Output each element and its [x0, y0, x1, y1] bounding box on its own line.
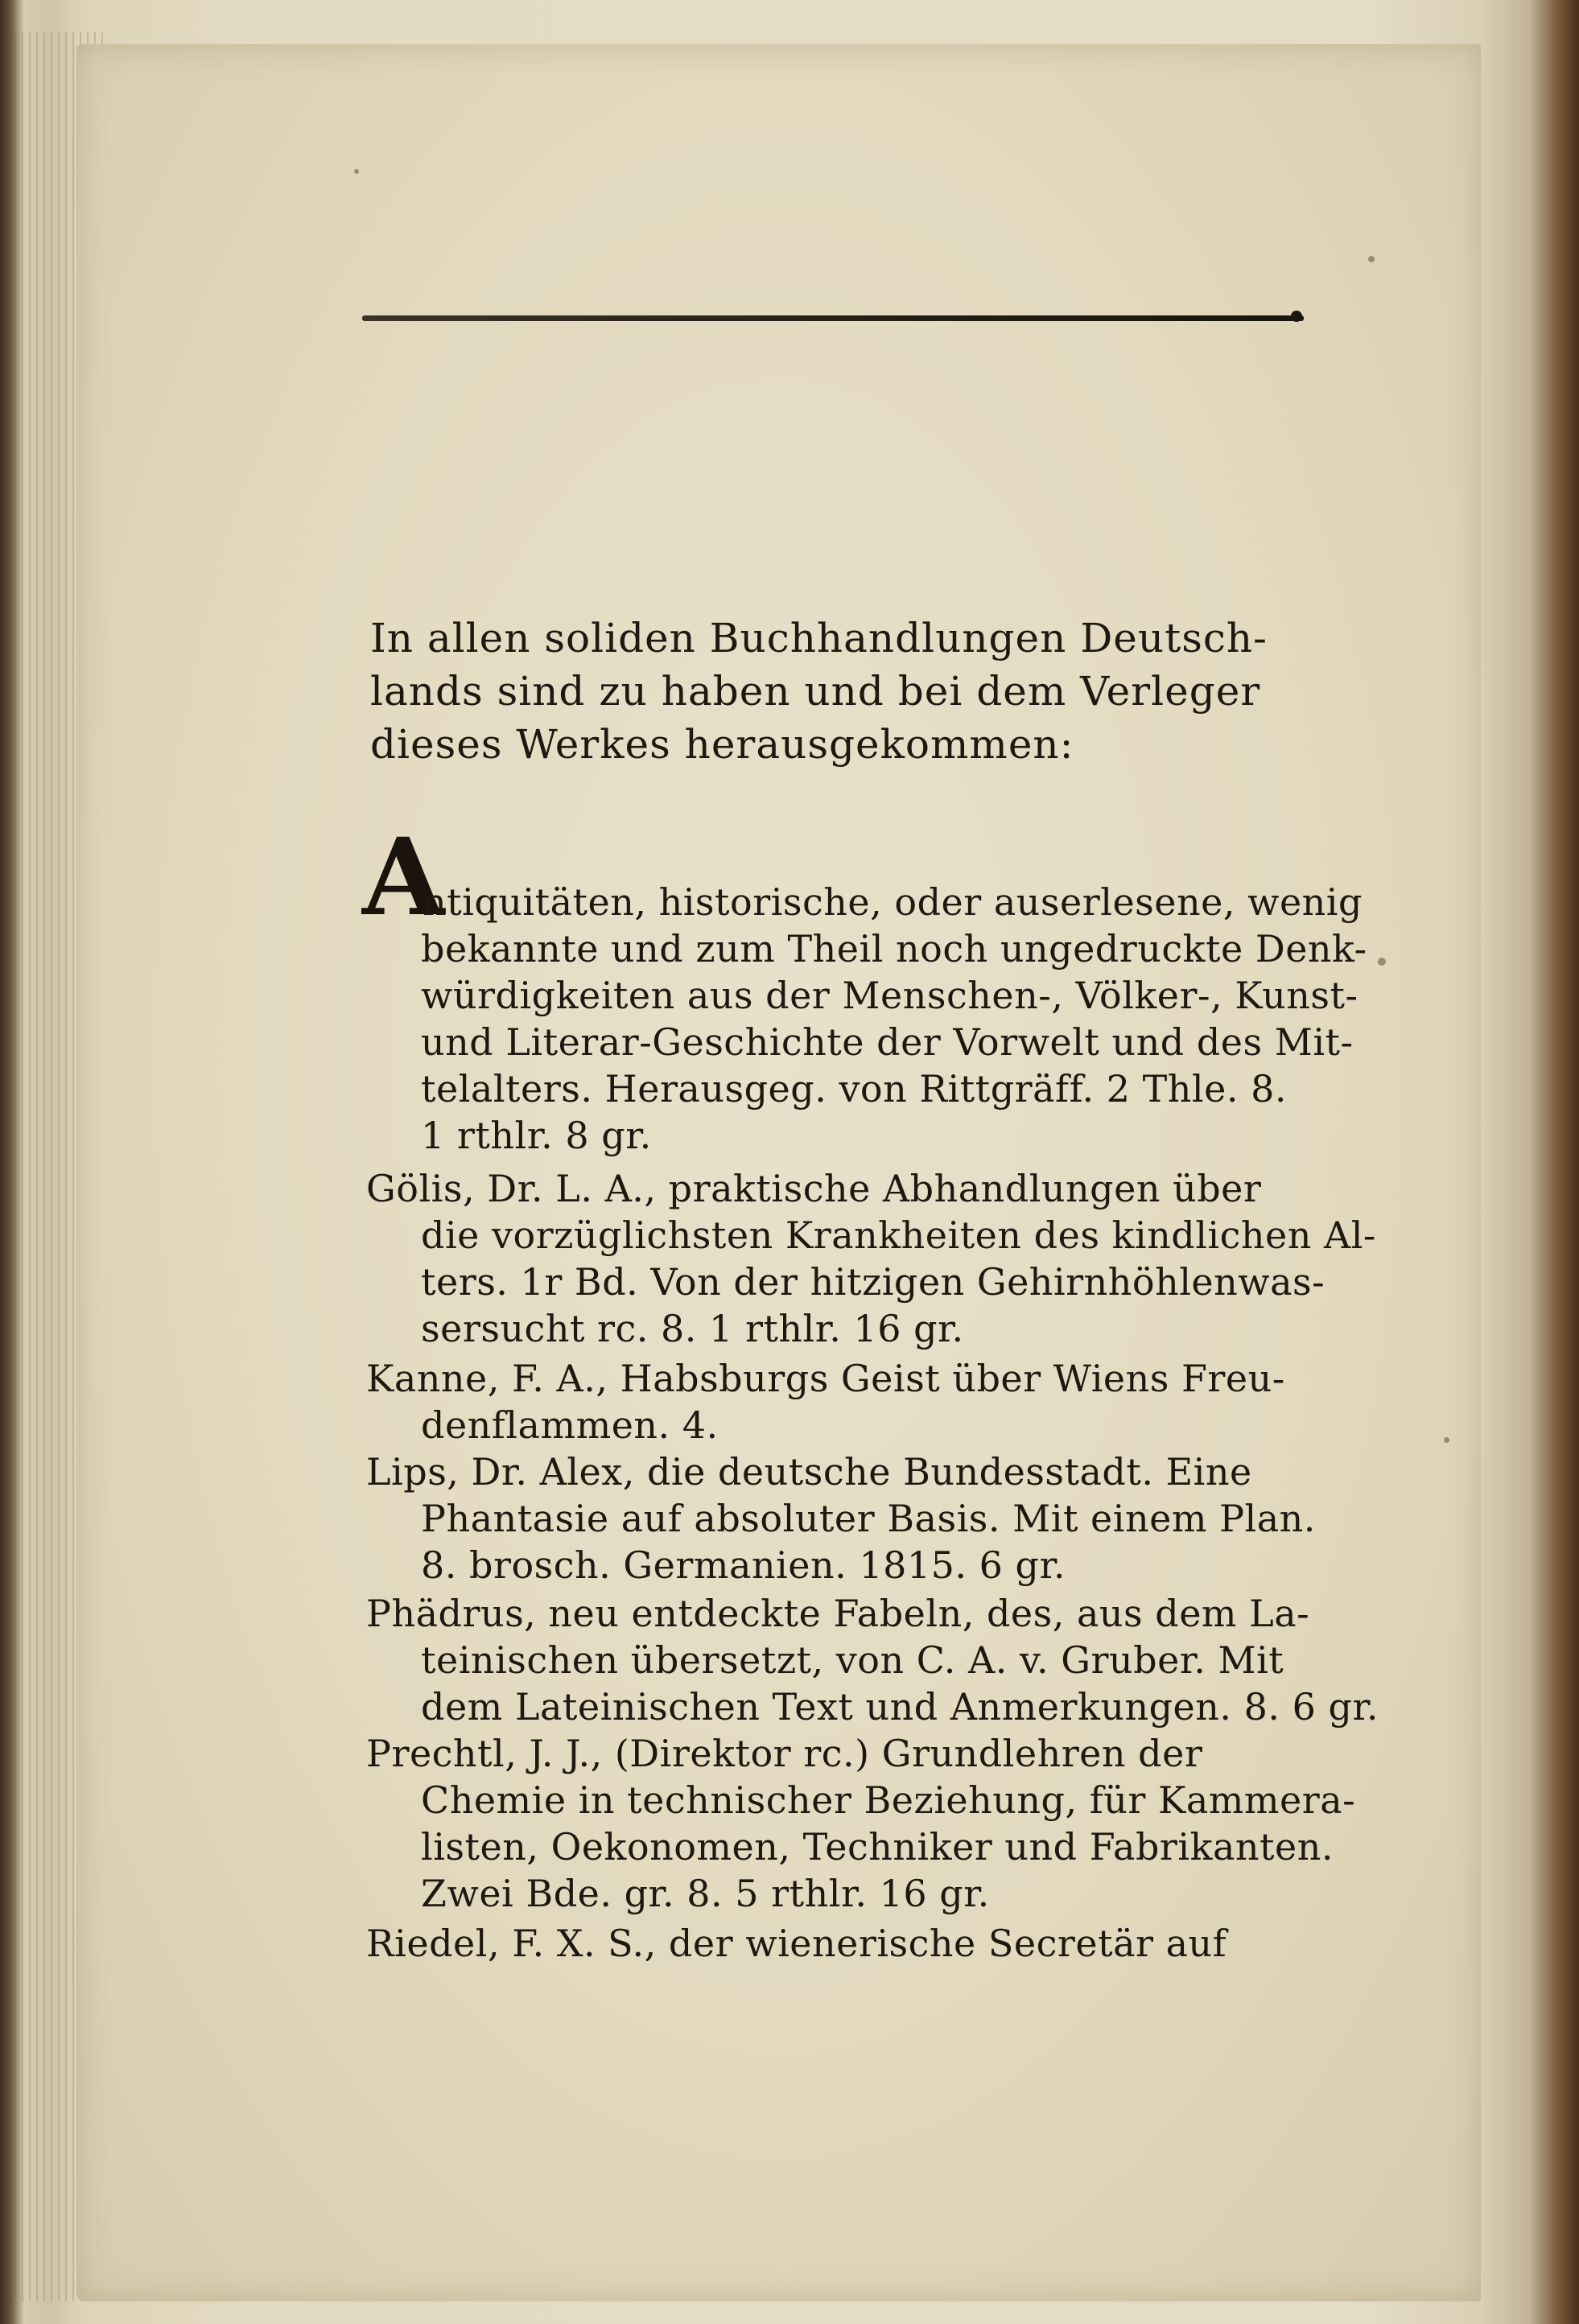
intro-line: lands sind zu haben und bei dem Verleger: [370, 668, 1261, 715]
catalog-entry: [366, 1355, 1332, 1448]
entry-line: Chemie in technischer Beziehung, für Kammera-: [421, 1778, 1356, 1822]
entry-line: Prechtl, J. J., (Direktor rc.) Grundlehren der: [366, 1732, 1203, 1775]
intro-line: dieses Werkes herausgekommen:: [370, 721, 1074, 768]
entry-line: ters. 1r Bd. Von der hitzigen Gehirnhöhlenwas-: [421, 1260, 1325, 1304]
entry-line: 8. brosch. Germanien. 1815. 6 gr.: [421, 1543, 1066, 1587]
entry-line: 1 rthlr. 8 gr.: [421, 1114, 652, 1157]
entry-line: teinischen übersetzt, von C. A. v. Gruber. Mit: [421, 1638, 1284, 1682]
paper-speck: [354, 169, 359, 174]
entry-line: telalters. Herausgeg. von Rittgräff. 2 Thle. 8.: [421, 1067, 1287, 1110]
entry-line: sersucht rc. 8. 1 rthlr. 16 gr.: [421, 1307, 964, 1350]
entry-line: Zwei Bde. gr. 8. 5 rthlr. 16 gr.: [421, 1872, 990, 1915]
catalog-entry: [366, 1590, 1379, 1730]
entry-line: ntiquitäten, historische, oder auserlesene, wenig: [423, 880, 1363, 924]
entry-line: listen, Oekonomen, Techniker und Fabrikanten.: [421, 1825, 1334, 1869]
paper-speck: [1378, 958, 1386, 966]
header-rule-end: [1291, 311, 1302, 322]
entry-line: die vorzüglichsten Krankheiten des kindlichen Al-: [421, 1214, 1376, 1257]
entry-line: denflammen. 4.: [421, 1403, 719, 1447]
entry-line: Phädrus, neu entdeckte Fabeln, des, aus dem La-: [366, 1592, 1310, 1635]
catalog-entry: [366, 1448, 1332, 1588]
entry-line: Gölis, Dr. L. A., praktische Abhandlungen über: [366, 1167, 1262, 1210]
entry-line: und Literar-Geschichte der Vorwelt und des Mit-: [421, 1020, 1354, 1064]
catalog-entry: [366, 1730, 1356, 1917]
entry-line: Lips, Dr. Alex, die deutsche Bundesstadt. Eine: [366, 1450, 1252, 1494]
entry-line: würdigkeiten aus der Menschen-, Völker-, Kunst-: [421, 974, 1358, 1017]
header-rule: [362, 315, 1304, 321]
intro-paragraph: [370, 612, 1268, 771]
paper-speck: [1368, 256, 1375, 262]
entry-line: Riedel, F. X. S., der wienerische Secretär auf: [366, 1922, 1227, 1965]
entry-line: Kanne, F. A., Habsburgs Geist über Wiens Freu-: [366, 1357, 1285, 1400]
entry-line: bekannte und zum Theil noch ungedruckte Denk-: [421, 927, 1367, 970]
paper-speck: [1444, 1437, 1449, 1443]
catalog-entry: [366, 879, 1367, 1159]
entry-line: Phantasie auf absoluter Basis. Mit einem Plan.: [421, 1497, 1316, 1540]
drop-cap: A: [362, 815, 445, 940]
intro-line: In allen soliden Buchhandlungen Deutsch-: [370, 615, 1268, 661]
catalog-entry: [366, 1165, 1376, 1352]
entry-line: dem Lateinischen Text und Anmerkungen. 8. 6 gr.: [421, 1685, 1379, 1729]
catalog-entry: [366, 1920, 1332, 1967]
